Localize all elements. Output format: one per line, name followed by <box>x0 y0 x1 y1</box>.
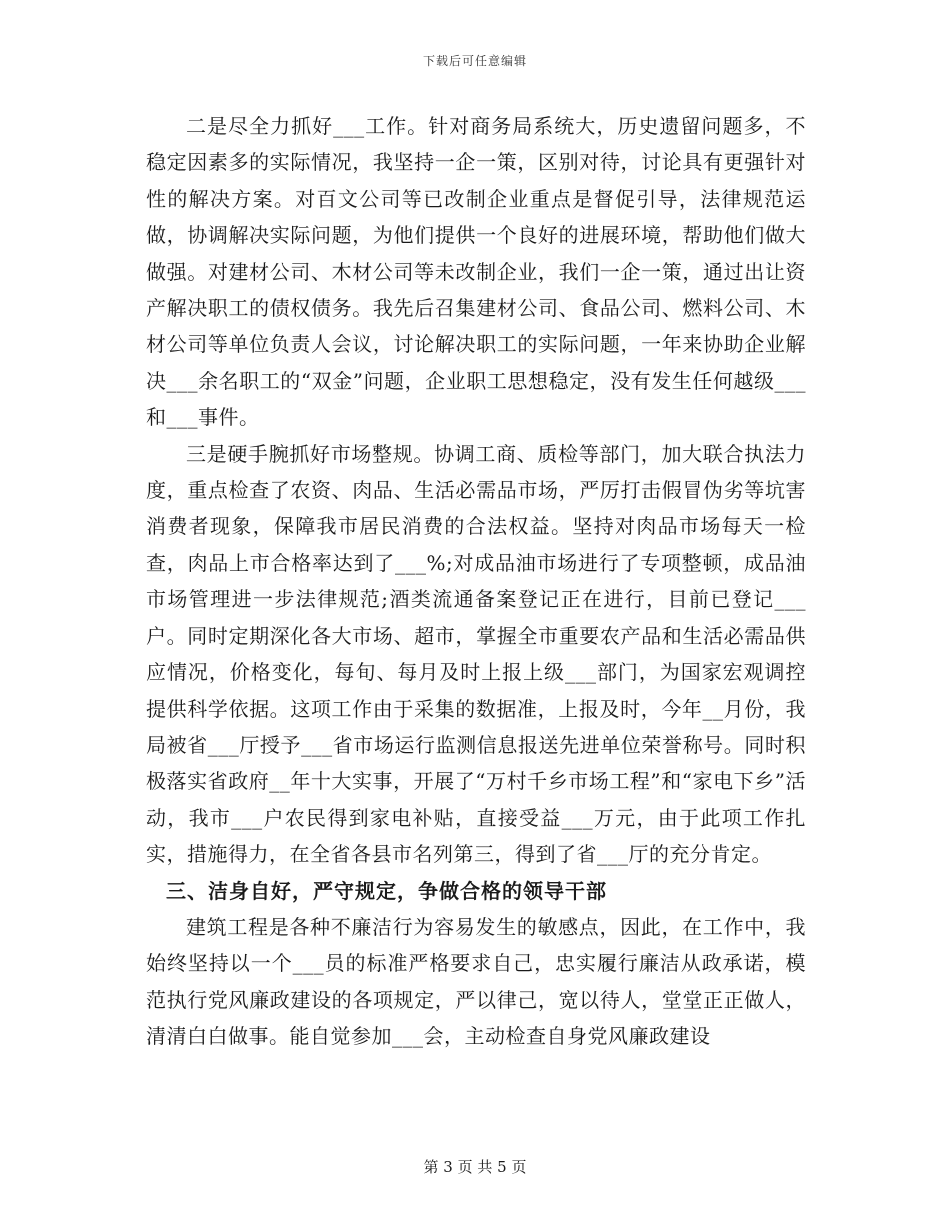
section-heading: 三、洁身自好，严守规定，争做合格的领导干部 <box>166 878 607 903</box>
paragraph-market-regulation: 三是硬手腕抓好市场整规。协调工商、质检等部门，加大联合执法力度，重点检查了农资、肉品、生活必需品市场，严厉打击假冒伪劣等坑害消费者现象，保障我市居民消费的合法权益。坚持对肉品市场每天一检查，肉品上市合格率达到了___%;对成品油市场进行了专项整顿，成品油市场管理进一步法律规范;酒类流通备案登记正在进行，目前已登记___户。同时定期深化各大市场、超市，掌握全市重要农产品和生活必需品供应情况，价格变化，每旬、每月及时上报上级___部门，为国家宏观调控提供科学依据。这项工作由于采集的数据准，上报及时，今年__月份，我局被省___厅授予___省市场运行监测信息报送先进单位荣誉称号。同时积极落实省政府__年十大实事，开展了“万村千乡市场工程”和“家电下乡”活动，我市___户农民得到家电补贴，直接受益___万元，由于此项工作扎实，措施得力，在全省各县市名列第三，得到了省___厅的充分肯定。 <box>146 441 806 867</box>
page-number-footer: 第 3 页 共 5 页 <box>423 1158 527 1176</box>
paragraph-business-work: 二是尽全力抓好___工作。针对商务局系统大，历史遗留问题多，不稳定因素多的实际情况，我坚持一企一策，区别对待，讨论具有更强针对性的解决方案。对百文公司等已改制企业重点是督促引导，法律规范运做，协调解决实际问题，为他们提供一个良好的进展环境，帮助他们做大做强。对建材公司、木材公司等未改制企业，我们一企一策，通过出让资产解决职工的债权债务。我先后召集建材公司、食品公司、燃料公司、木材公司等单位负责人会议，讨论解决职工的实际问题，一年来协助企业解决___余名职工的“双金”问题，企业职工思想稳定，没有发生任何越级___和___事件。 <box>146 114 806 430</box>
page-header: 下载后可任意编辑 <box>422 54 527 68</box>
document-body <box>146 108 806 1055</box>
paragraph-integrity: 建筑工程是各种不廉洁行为容易发生的敏感点，因此，在工作中，我始终坚持以一个___员的标准严格要求自己，忠实履行廉洁从政承诺，模范执行党风廉政建设的各项规定，严以律己，宽以待人，堂堂正正做人，清清白白做事。能自觉参加___会，主动检查自身党风廉政建设 <box>146 914 806 1049</box>
